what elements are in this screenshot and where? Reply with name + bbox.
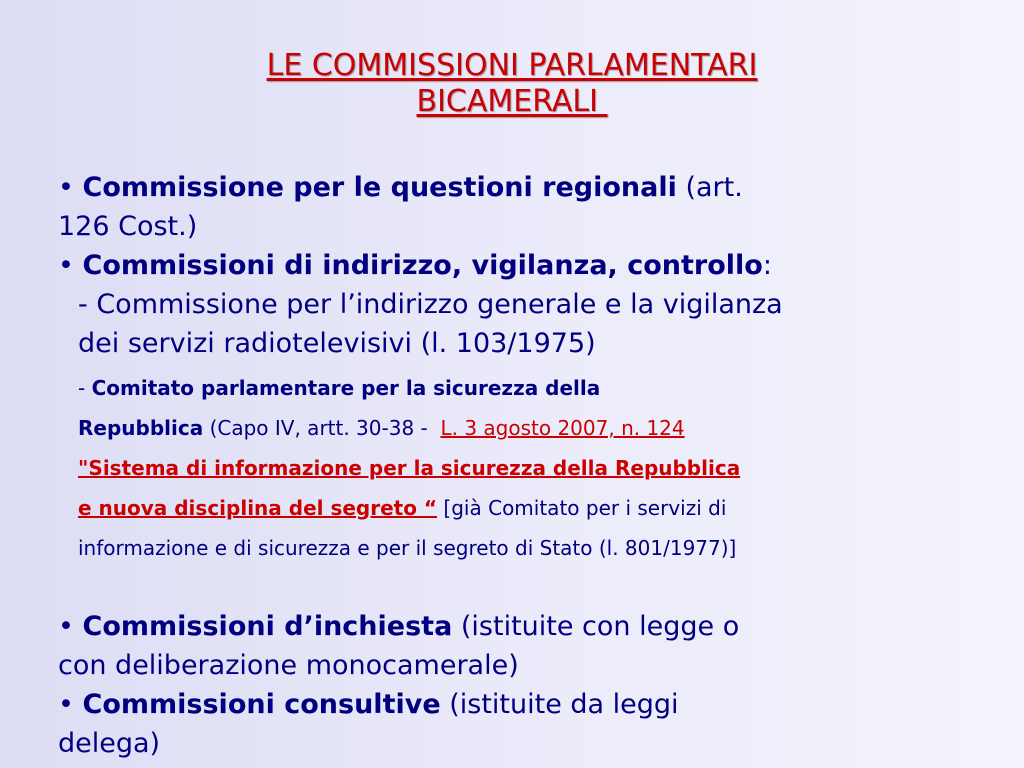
sub-item-dash: - — [78, 376, 92, 400]
bullet: • — [58, 172, 74, 203]
item-desc: (istituite da leggi — [440, 689, 679, 720]
item-heading: Commissioni d’inchiesta — [82, 611, 453, 642]
item-regional-commission — [58, 168, 978, 246]
item-colon: : — [762, 250, 772, 281]
bullet: • — [58, 689, 74, 720]
sub-item-copasir — [78, 368, 998, 568]
item-heading: Commissione per le questioni regionali — [82, 172, 677, 203]
law-title-link[interactable]: "Sistema di informazione per la sicurezza della Repubblica — [78, 456, 741, 480]
item-heading: Commissioni di indirizzo, vigilanza, controllo — [82, 250, 763, 281]
slide-title — [0, 48, 1024, 120]
sub-item-rai-commission: - Commissione per l’indirizzo generale e la vigilanza — [78, 289, 783, 320]
sub-item-note: [già Comitato per i servizi di — [437, 496, 727, 520]
bullet: • — [58, 611, 74, 642]
law-title-link-continued[interactable]: e nuova disciplina del segreto “ — [78, 496, 438, 520]
item-desc-continued: con deliberazione monocamerale) — [58, 650, 519, 681]
bullet: • — [58, 250, 74, 281]
item-advisory-commissions — [58, 685, 978, 763]
slide-title-line-2: BICAMERALI — [416, 84, 608, 119]
sub-item-ref: (Capo IV, artt. 30-38 - — [203, 416, 441, 440]
law-124-2007-link[interactable]: L. 3 agosto 2007, n. 124 — [440, 416, 685, 440]
item-ref: (art. — [676, 172, 743, 203]
item-oversight-commissions — [58, 246, 978, 363]
sub-item-note-continued: informazione e di sicurezza e per il segreto di Stato (l. 801/1977)] — [78, 536, 737, 560]
sub-item-rai-commission-continued: dei servizi radiotelevisivi (l. 103/1975) — [78, 328, 596, 359]
item-desc: (istituite con legge o — [452, 611, 740, 642]
item-ref-continued: 126 Cost.) — [58, 211, 198, 242]
item-inquiry-commissions — [58, 607, 978, 685]
slide-title-line-1: LE COMMISSIONI PARLAMENTARI — [266, 48, 758, 83]
item-heading: Commissioni consultive — [82, 689, 441, 720]
sub-item-heading: Comitato parlamentare per la sicurezza della — [91, 376, 601, 400]
item-desc-continued: delega) — [58, 728, 161, 759]
sub-item-heading-continued: Repubblica — [78, 416, 204, 440]
